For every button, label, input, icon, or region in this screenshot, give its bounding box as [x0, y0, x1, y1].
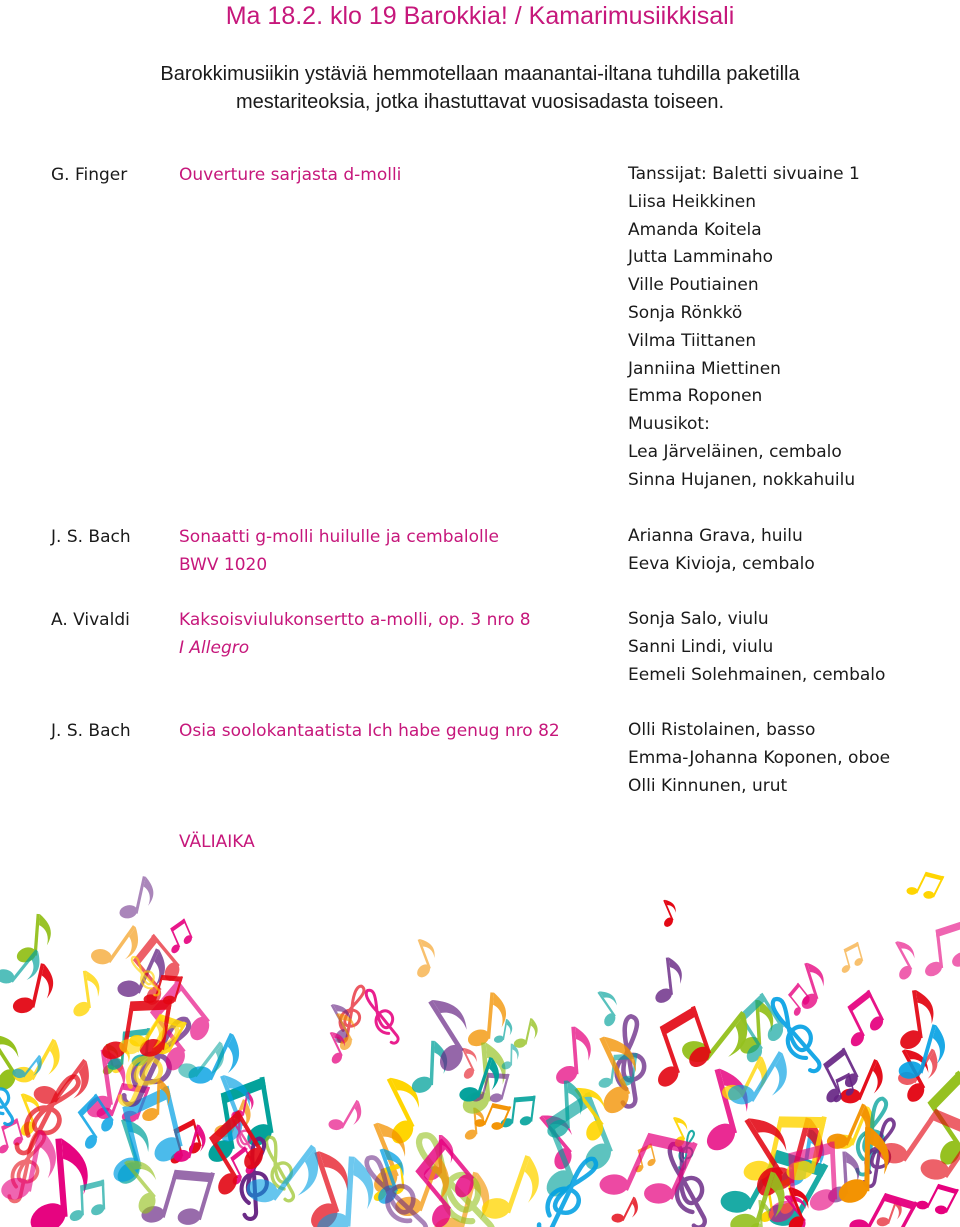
- treble-clef-icon: [359, 986, 404, 1047]
- performer: Sanni Lindi, viulu: [628, 636, 774, 657]
- music-note-icon: [0, 1124, 61, 1210]
- beamed-notes-icon: [636, 1005, 720, 1093]
- performer: Muusikot:: [628, 414, 710, 435]
- performer: Tanssijat: Baletti sivuaine 1: [628, 164, 860, 184]
- performer: Ville Poutiainen: [628, 275, 759, 296]
- performer: Olli Kinnunen, urut: [628, 775, 788, 796]
- page-title: Ma 18.2. klo 19 Barokkia! / Kamarimusiikkisali: [225, 2, 735, 30]
- work-line: Osia soolokantaatista Ich habe genug nro 82: [179, 721, 560, 741]
- music-note-icon: [8, 959, 57, 1022]
- beamed-notes-icon: [498, 1092, 536, 1133]
- music-note-icon: [409, 1040, 448, 1097]
- work-line: Ouverture sarjasta d-molli: [179, 165, 402, 185]
- music-note-icon: [404, 936, 442, 982]
- music-note-icon: [586, 986, 627, 1030]
- beamed-notes-icon: [63, 1093, 122, 1153]
- performer: Sonja Salo, viulu: [628, 609, 769, 629]
- music-note-icon: [649, 956, 685, 1006]
- beamed-notes-icon: [834, 942, 866, 975]
- music-note-icon: [324, 1093, 367, 1141]
- performer: Vilma Tiittanen: [628, 330, 757, 351]
- music-note-icon: [116, 872, 157, 925]
- music-note-icon: [608, 1191, 642, 1227]
- beamed-notes-icon: [903, 864, 945, 907]
- music-note-icon: [464, 991, 507, 1052]
- performer: Sinna Hujanen, nokkahuilu: [628, 469, 856, 490]
- work-title: [179, 717, 560, 745]
- performer: Eeva Kivioja, cembalo: [628, 553, 815, 574]
- performer: Liisa Heikkinen: [628, 191, 756, 212]
- performer: Eemeli Solehmainen, cembalo: [628, 664, 886, 685]
- work-line: Sonaatti g-molli huilulle ja cembalolle: [179, 527, 499, 547]
- performer-list: [628, 717, 890, 800]
- performer-list: [628, 606, 885, 689]
- performer: Olli Ristolainen, basso: [628, 720, 816, 740]
- performer: Amanda Koitela: [628, 219, 762, 240]
- work-line: BWV 1020: [179, 555, 268, 575]
- beamed-notes-icon: [913, 1175, 960, 1223]
- beamed-notes-icon: [918, 920, 960, 980]
- performer: Arianna Grava, huilu: [628, 526, 803, 546]
- beamed-notes-icon: [831, 989, 891, 1051]
- intermission-label: VÄLIAIKA: [179, 832, 255, 852]
- composer: J. S. Bach: [51, 527, 131, 547]
- performer: Lea Järveläinen, cembalo: [628, 441, 842, 462]
- performer: Emma-Johanna Koponen, oboe: [628, 747, 891, 768]
- composer: J. S. Bach: [51, 721, 131, 741]
- intro-line-2: mestariteoksia, jotka ihastuttavat vuosisadasta toiseen.: [235, 91, 725, 113]
- composer: A. Vivaldi: [51, 610, 130, 630]
- music-notes-illustration: [0, 840, 960, 1227]
- music-note-icon: [654, 897, 682, 930]
- music-note-icon: [788, 959, 832, 1013]
- work-title: [179, 161, 401, 189]
- music-note-icon: [66, 969, 104, 1020]
- performer-list: [628, 161, 860, 495]
- music-note-icon: [550, 1026, 594, 1088]
- intro-line-1: Barokkimusiikin ystäviä hemmotellaan maanantai-iltana tuhdilla paketilla: [160, 63, 800, 85]
- work-title: [179, 523, 499, 579]
- performer: Sonja Rönkkö: [628, 302, 743, 323]
- work-title: [179, 606, 531, 662]
- performer-list: [628, 523, 815, 579]
- music-note-icon: [500, 1043, 519, 1071]
- performer: Jutta Lamminaho: [628, 247, 774, 268]
- performer: Emma Roponen: [628, 386, 763, 407]
- music-note-icon: [0, 1027, 34, 1096]
- composer: G. Finger: [51, 165, 128, 185]
- music-note-icon: [890, 988, 939, 1054]
- work-line: Kaksoisviulukonsertto a-molli, op. 3 nro 8: [179, 610, 531, 630]
- performer: Janniina Miettinen: [628, 358, 781, 379]
- music-note-icon: [882, 937, 924, 984]
- work-line: I Allegro: [179, 638, 250, 658]
- intro-text: [0, 60, 960, 116]
- beamed-notes-icon: [67, 1180, 107, 1224]
